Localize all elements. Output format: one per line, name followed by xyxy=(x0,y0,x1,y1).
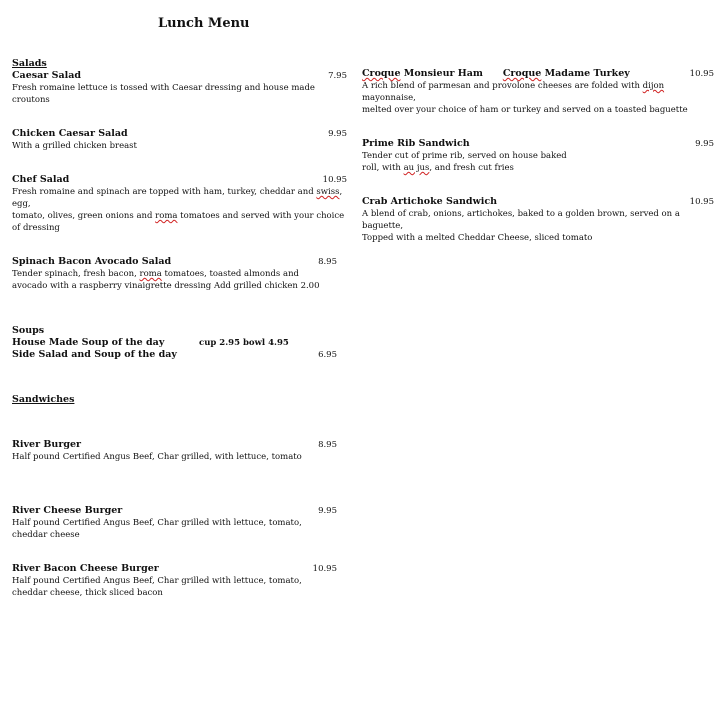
item-name: Caesar Salad xyxy=(12,70,82,81)
item-name: Crab Artichoke Sandwich xyxy=(362,196,498,207)
item-price: 9.95 xyxy=(695,139,714,149)
item-name: Chef Salad xyxy=(12,174,70,185)
item-price: 10.95 xyxy=(312,564,337,574)
item-description-line-2: cheddar cheese, thick sliced bacon xyxy=(12,588,163,598)
item-description: Fresh romaine lettuce is tossed with Caesar dressing and house made croutons xyxy=(12,83,315,105)
item-name: House Made Soup of the day xyxy=(12,337,165,348)
menu-item-chef-salad xyxy=(12,174,347,234)
item-description-line-1: Tender cut of prime rib, served on house baked xyxy=(362,151,567,161)
item-name: River Bacon Cheese Burger xyxy=(12,563,159,574)
item-description-line-2: roll, with au jus, and fresh cut fries xyxy=(362,163,514,173)
menu-item-croque xyxy=(362,68,714,116)
item-description-line-2: tomato, olives, green onions and roma tomatoes and served with your choice of dressing xyxy=(12,211,345,233)
item-name: River Burger xyxy=(12,439,82,450)
item-price: 9.95 xyxy=(318,506,337,516)
sandwiches-heading: Sandwiches xyxy=(12,394,75,405)
menu-title: Lunch Menu xyxy=(158,16,250,31)
item-name: Spinach Bacon Avocado Salad xyxy=(12,256,172,267)
menu-item-river-burger xyxy=(12,439,347,463)
menu-item-crab-artichoke-sandwich xyxy=(362,196,714,244)
item-name: Prime Rib Sandwich xyxy=(362,138,470,149)
menu-item-side-salad-soup xyxy=(12,349,347,361)
item-description-line-2: cheddar cheese xyxy=(12,530,80,540)
item-description-line-2: Topped with a melted Cheddar Cheese, sliced tomato xyxy=(362,233,593,243)
left-column xyxy=(12,58,347,599)
item-price: 9.95 xyxy=(328,129,347,139)
item-price: 8.95 xyxy=(318,440,337,450)
item-description-line-1: Tender spinach, fresh bacon, roma tomatoes, toasted almonds and xyxy=(12,269,299,279)
item-name: Croque Monsieur Ham Croque Madame Turkey xyxy=(362,68,630,79)
item-price: 10.95 xyxy=(322,175,347,185)
menu-item-house-soup xyxy=(12,337,347,349)
item-description-line-2: avocado with a raspberry vinaigrette dressing Add grilled chicken 2.00 xyxy=(12,281,320,291)
item-price: 8.95 xyxy=(318,257,337,267)
item-name: River Cheese Burger xyxy=(12,505,123,516)
item-description-line-1: Half pound Certified Angus Beef, Char grilled with lettuce, tomato, xyxy=(12,518,302,528)
item-description-line-1: Half pound Certified Angus Beef, Char grilled with lettuce, tomato, xyxy=(12,576,302,586)
item-name: Side Salad and Soup of the day xyxy=(12,349,177,360)
item-price: 6.95 xyxy=(318,350,337,360)
menu-item-spinach-bacon-avocado-salad xyxy=(12,256,347,292)
item-description-line-2: melted over your choice of ham or turkey and served on a toasted baguette xyxy=(362,105,688,115)
spellcheck-word: swiss xyxy=(316,187,340,197)
spellcheck-word: au jus xyxy=(403,163,430,173)
item-options-price: cup 2.95 bowl 4.95 xyxy=(199,338,289,348)
item-description-line-1: A blend of crab, onions, artichokes, baked to a golden brown, served on a baguette, xyxy=(362,209,680,231)
item-price: 10.95 xyxy=(689,197,714,207)
item-description-line-1: Fresh romaine and spinach are topped with ham, turkey, cheddar and swiss, egg, xyxy=(12,187,343,209)
item-name: Chicken Caesar Salad xyxy=(12,128,128,139)
spellcheck-word: dijon xyxy=(642,81,665,91)
menu-item-prime-rib-sandwich xyxy=(362,138,714,174)
spellcheck-word: roma xyxy=(139,269,162,279)
item-price: 7.95 xyxy=(328,71,347,81)
right-column xyxy=(362,68,714,244)
menu-item-river-cheese-burger xyxy=(12,505,347,541)
menu-item-chicken-caesar-salad xyxy=(12,128,347,152)
menu-item-river-bacon-cheese-burger xyxy=(12,563,347,599)
menu-item-caesar-salad xyxy=(12,70,347,106)
item-price: 10.95 xyxy=(689,69,714,79)
item-description: With a grilled chicken breast xyxy=(12,141,137,151)
soups-heading: Soups xyxy=(12,325,45,336)
spellcheck-word: roma xyxy=(155,211,178,221)
salads-heading: Salads xyxy=(12,58,47,69)
item-description-line-1: A rich blend of parmesan and provolone cheeses are folded with dijon mayonnaise, xyxy=(362,81,665,103)
item-description: Half pound Certified Angus Beef, Char grilled, with lettuce, tomato xyxy=(12,452,302,462)
